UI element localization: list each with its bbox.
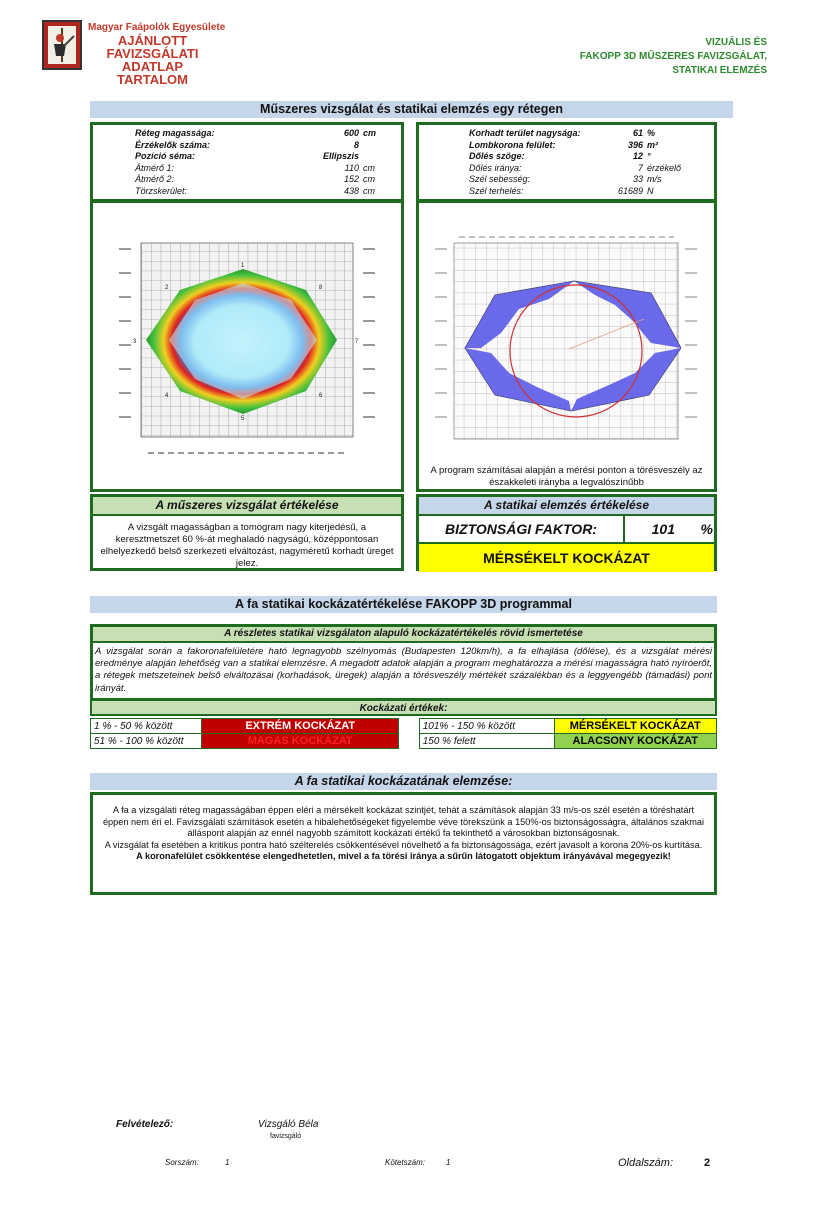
risk-range-cell: 101% - 150 % között xyxy=(419,719,554,734)
parameter-unit xyxy=(361,151,395,163)
static-evaluation-title: A statikai elemzés értékelése xyxy=(419,497,714,516)
safety-factor-unit: % xyxy=(700,521,713,537)
static-evaluation-box xyxy=(416,494,717,571)
risk-values-title: Kockázati értékek: xyxy=(90,701,717,716)
page-label: Oldalszám: xyxy=(618,1157,674,1169)
sensor-label: 2 xyxy=(165,285,169,291)
parameter-unit: N xyxy=(647,185,654,196)
parameter-unit: cm xyxy=(363,174,375,184)
parameter-value: 396 xyxy=(627,139,643,150)
risk-range-cell: 150 % felett xyxy=(419,734,554,749)
parameter-label: Dőlés iránya: xyxy=(469,162,522,173)
parameter-label: Réteg magassága: xyxy=(135,128,215,138)
sensor-label: 1 xyxy=(241,263,245,269)
tomogram-image-box xyxy=(90,200,404,492)
parameter-row xyxy=(133,174,395,186)
page-value: 2 xyxy=(704,1157,711,1169)
risk-label-cell: EXTRÉM KOCKÁZAT xyxy=(202,719,399,734)
parameter-label: Szél terhelés: xyxy=(469,185,524,196)
static-parameters-table xyxy=(467,128,694,197)
logo-emblem-icon xyxy=(44,22,80,68)
parameter-row xyxy=(467,151,694,163)
layer-parameters-table xyxy=(133,128,395,197)
risk-range-cell: 1 % - 50 % között xyxy=(91,719,202,734)
sensor-label: 3 xyxy=(133,339,137,345)
safety-factor-value: 101 xyxy=(651,521,675,537)
section-title-instrumental: Műszeres vizsgálat és statikai elemzés egy rétegen xyxy=(90,101,733,118)
parameter-value: 8 xyxy=(353,139,359,150)
parameter-label: Lombkorona felület: xyxy=(469,139,556,150)
parameter-label: Korhadt terület nagysága: xyxy=(469,128,581,138)
association-logo xyxy=(42,20,82,70)
parameter-row xyxy=(467,140,694,152)
parameter-unit: cm xyxy=(363,128,377,138)
serial-label: Sorszám: xyxy=(165,1158,199,1167)
sensor-label: 7 xyxy=(355,339,359,345)
parameter-unit xyxy=(361,140,395,152)
parameter-value: 12 xyxy=(632,151,643,161)
sensor-label: 8 xyxy=(319,285,323,291)
parameter-label: Szél sebesség: xyxy=(469,174,531,184)
parameter-value: 110 xyxy=(344,162,359,173)
risk-row xyxy=(91,734,717,749)
parameter-unit: cm xyxy=(363,162,375,173)
document-title xyxy=(90,34,215,86)
risk-values-table xyxy=(90,718,717,749)
spacer-cell xyxy=(399,719,419,734)
serial-value: 1 xyxy=(225,1158,230,1167)
tomogram-image xyxy=(93,203,401,489)
static-analysis-caption: A program számításai alapján a mérési ponton a törésveszély az északkeleti irányba a legvalószínűbb xyxy=(430,465,703,488)
parameter-value: 152 xyxy=(343,174,359,184)
risk-analysis-box xyxy=(90,792,717,895)
risk-analysis-paragraph: A fa a vizsgálati réteg magasságában éppen eléri a mérsékelt kockázat szintjét, tehát a számítások alapján 33 m/s-os szél esetén a töréshatárt éppen nem éri el. Favizsgálati számítások esetén a hibalehetőségeket figyelembe véve törekszünk a 150%-os biztonságosságra, általános szakmai álláspont alapján az ennél nagyobb számított kockázati értékű fa tekinthető a városokban biztonságosnak. xyxy=(102,805,705,838)
risk-analysis-conclusion: A koronafelület csökkentése elengedhetetlen, mivel a fa törési iránya a sűrűn látogatott objektum irányávával megegyezik! xyxy=(136,851,671,861)
parameter-label: Átmérő 2: xyxy=(135,174,175,184)
volume-value: 1 xyxy=(446,1158,451,1167)
section-title-risk-assessment: A fa statikai kockázatértékelése FAKOPP 3D programmal xyxy=(90,596,717,613)
safety-factor-label: BIZTONSÁGI FAKTOR: xyxy=(419,516,625,542)
parameter-row xyxy=(467,174,694,186)
parameter-row xyxy=(133,128,395,140)
risk-values-section xyxy=(90,701,717,749)
parameter-value: 438 xyxy=(343,185,359,196)
parameter-value: 61689 xyxy=(617,185,643,196)
parameter-unit: m² xyxy=(647,139,658,150)
title-line: AJÁNLOTT xyxy=(117,33,188,48)
risk-description-text: A vizsgálat során a fakoronafelületére ható legnagyobb szélnyomás (Budapesten 120km/h), a fa elhajlása (dőlése), és a vizsgálat mérési eredménye alapján lehetőség van a statikai elemzésre. A megadott adatok alapján a program meghatározza a mérési magasságra ható nyíróerőt, a rétegek metszeteinek belső elváltozásai (korhadások, üregek) alapján a törésveszély mértékét százalékban és a leggyengébb (támadási) pont irányát. xyxy=(95,646,712,694)
risk-description-box xyxy=(90,624,717,701)
parameter-label: Érzékelők száma: xyxy=(135,139,211,150)
static-analysis-diagram xyxy=(419,203,714,463)
safety-factor-row xyxy=(419,516,714,544)
static-parameters-box xyxy=(416,122,717,202)
parameter-row xyxy=(467,163,694,175)
parameter-unit: ° xyxy=(647,151,651,161)
subject-line: VIZUÁLIS ÉS xyxy=(705,37,767,48)
subject-line: FAKOPP 3D MŰSZERES FAVIZSGÁLAT, xyxy=(579,51,767,62)
parameter-value: Ellipszis xyxy=(322,151,359,161)
parameter-value: 600 xyxy=(343,128,359,138)
parameter-label: Átmérő 1: xyxy=(135,162,175,173)
recorder-label: Felvételező: xyxy=(116,1119,174,1130)
parameter-value: 33 xyxy=(632,174,643,184)
parameter-row xyxy=(133,186,395,198)
risk-range-cell: 51 % - 100 % között xyxy=(91,734,202,749)
instrumental-evaluation-text: A vizsgált magasságban a tomogram nagy kiterjedésű, a keresztmetszet 60 %-át meghaladó nagyságú, középpontosan elhelyezkedő belső szerkezeti elváltozást, nagyméretű korhadt üreget jelez. xyxy=(100,522,394,569)
title-line: FAVIZSGÁLATI xyxy=(106,46,199,61)
parameter-label: Pozíció séma: xyxy=(135,151,196,161)
spacer-cell xyxy=(399,734,419,749)
risk-analysis-paragraph: A vizsgálat fa esetében a kritikus pontra ható szélterelés csökkentésével növelhető a fa biztonságossága, ezért javasolt a korona 20%-os kurtítása. xyxy=(104,839,703,850)
title-line: ADATLAP TARTALOM xyxy=(117,59,188,87)
sensor-label: 4 xyxy=(165,393,169,399)
risk-label-cell: MÉRSÉKELT KOCKÁZAT xyxy=(554,719,716,734)
parameter-row xyxy=(467,128,694,140)
recorder-name: Vizsgáló Béla xyxy=(258,1119,319,1130)
layer-parameters-box xyxy=(90,122,404,202)
parameter-label: Törzskerület: xyxy=(135,185,188,196)
parameter-unit: cm xyxy=(363,185,375,196)
parameter-row xyxy=(133,151,395,163)
organization-name: Magyar Faápolók Egyesülete xyxy=(88,22,226,33)
subject-line: STATIKAI ELEMZÉS xyxy=(672,65,767,76)
static-analysis-image-box xyxy=(416,200,717,492)
parameter-row xyxy=(133,163,395,175)
risk-description-title: A részletes statikai vizsgálaton alapuló kockázatértékelés rövid ismertetése xyxy=(93,627,714,643)
parameter-value: 61 xyxy=(632,128,643,138)
risk-label-cell: MAGAS KOCKÁZAT xyxy=(202,734,399,749)
volume-label: Kötetszám: xyxy=(385,1158,426,1167)
risk-level-badge: MÉRSÉKELT KOCKÁZAT xyxy=(419,544,714,572)
instrumental-evaluation-title: A műszeres vizsgálat értékelése xyxy=(93,497,401,516)
instrumental-evaluation-box xyxy=(90,494,404,571)
document-subject xyxy=(580,36,767,78)
parameter-row xyxy=(133,140,395,152)
parameter-value: 7 xyxy=(637,162,643,173)
sensor-label: 5 xyxy=(241,416,245,422)
parameter-unit: érzékelő xyxy=(647,162,682,173)
sensor-label: 6 xyxy=(319,393,323,399)
risk-row xyxy=(91,719,717,734)
section-title-risk-analysis: A fa statikai kockázatának elemzése: xyxy=(90,773,717,790)
risk-label-cell: ALACSONY KOCKÁZAT xyxy=(554,734,716,749)
parameter-row xyxy=(467,186,694,198)
parameter-unit: m/s xyxy=(647,174,662,184)
recorder-role: favizsgáló xyxy=(270,1133,302,1140)
parameter-label: Dőlés szöge: xyxy=(469,151,525,161)
parameter-unit: % xyxy=(647,128,656,138)
